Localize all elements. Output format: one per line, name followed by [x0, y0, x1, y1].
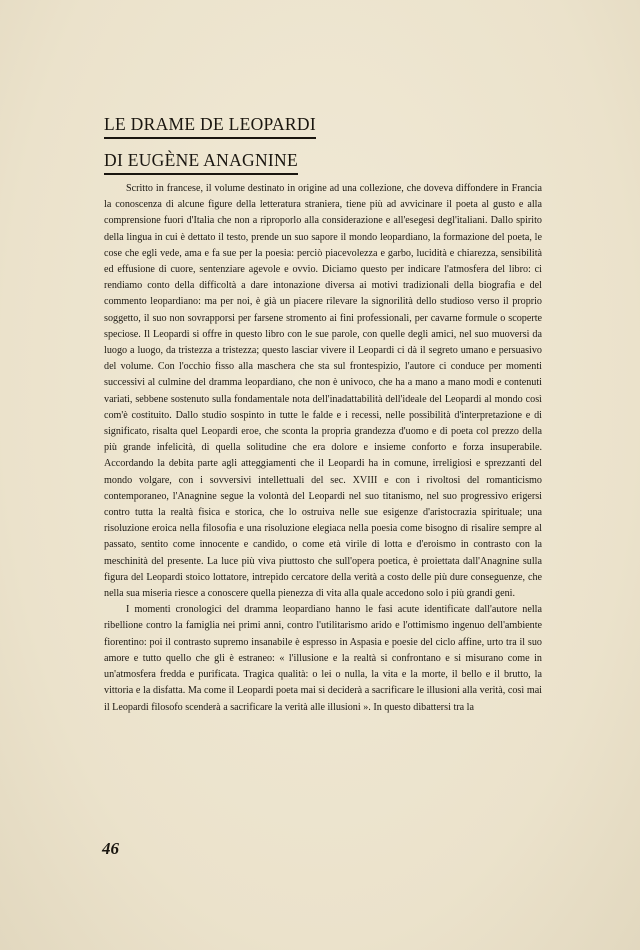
paragraph: I momenti cronologici del dramma leopardiano hanno le fasi acute identificate dall'autore nella ribellione contro la famiglia nei primi anni, contro l'utilitarismo arido e l'ottimismo ingenuo dell'ambiente fiorentino: poi il contrasto supremo insanabile è espresso in Aspasia e poesie del ciclo affine, urto tra il suo amore e tutto quello che gli è estraneo: « l'illusione e la realtà si confrontano e si misurano come in un'atmosfera fredda e purificata. Tragica qualità: o lei o nulla, la vita e la morte, il bello e il brutto, la vittoria e la disfatta. Ma come il Leopardi poeta mai si deciderà a sacrificare le illusioni alla verità, così mai il Leopardi filosofo scenderà a sacrificare la verità alle illusioni ». In questo dibattersi tra la	[104, 604, 542, 713]
article-title	[104, 114, 324, 175]
article-body	[104, 181, 542, 716]
paragraph: Scritto in francese, il volume destinato in origine ad una collezione, che doveva diffondere in Francia la conoscenza di alcune figure della letteratura straniera, tiene più ad avvicinare il poeta al gusto e alla comprensione fuori d'Italia che non a riproporlo alla considerazione e all'esegesi degl'italiani. Dallo spirito della lingua in cui è dettato il testo, prende un suo sapore il mondo leopardiano, la formazione del poeta, le cose che egli vede, ama e fa sue per la poesia: perciò piacevolezza e garbo, lucidità e chiarezza, sensibilità ed effusione di cuore, sentenziare agevole e ovvio. Diciamo questo per indicare l'atmosfera del libro: ci rendiamo conto della difficoltà a dare intonazione diversa ai motivi tradizionali della biografia e del commento leopardiano: ma per noi, è già un piacere rilevare la signorilità dello studioso verso il proprio soggetto, il suo non sovrapporsi per farsene stromento ai fini professionali, per cavarne formule o scoperte speciose. Il Leopardi si offre in questo libro con le sue parole, con quelle degli amici, nel suo muoversi da luogo a luogo, da tristezza a tristezza; questo lasciar vivere il Leopardi ci dà il segreto umano e persuasivo del volume. Con l'occhio fisso alla maschera che sta sul frontespizio, l'autore ci conduce per momenti successivi al culmine del dramma leopardiano, che non è univoco, che ha a mano a mano modi e contenuti variati, sebbene sostenuto sulla fondamentale nota dell'inadattabilità dell'ideale del Leopardi al mondo così com'è costituito. Dallo studio sospinto in tutte le falde e i recessi, nelle possibilità d'interpretazione e di significato, risalta quel Leopardi eroe, che sconta la propria grandezza d'uomo e di poeta col prezzo della più grande infelicità, di quella solitudine che era dolore e insieme conforto e forza insuperabile. Accordando la debita parte agli atteggiamenti che il Leopardi ha in comune, irreligiosi e sprezzanti del mondo volgare, con i sovversivi intellettuali del sec. XVIII e con i rivoltosi del romanticismo contemporaneo, l'Anagnine segue la volontà del Leopardi nel suo titanismo, nel suo progressivo erigersi contro tutta la realtà fisica e storica, che lo ostruiva nelle sue esigenze d'aristocrazia spirituale; una risoluzione eroica nella filosofia e una risoluzione elegiaca nella poesia come bisogno di risalire sempre al passato, sentito come innocente e candido, o come età virile di lotta e d'eroismo in contrasto con la meschinità del presente. La luce più viva piuttosto che sull'opera poetica, è proiettata dall'Anagnine sulla figura del Leopardi stoico lottatore, intrepido cercatore della verità a costo delle più dure conseguenze, che nella sua miseria riesce a conoscere quella pienezza di vita alla quale accedono solo i più grandi geni.	[104, 183, 542, 600]
title-line-1: LE DRAME DE LEOPARDI	[104, 114, 316, 139]
page-number: 46	[102, 839, 119, 858]
title-line-2: DI EUGÈNE ANAGNINE	[104, 150, 298, 175]
